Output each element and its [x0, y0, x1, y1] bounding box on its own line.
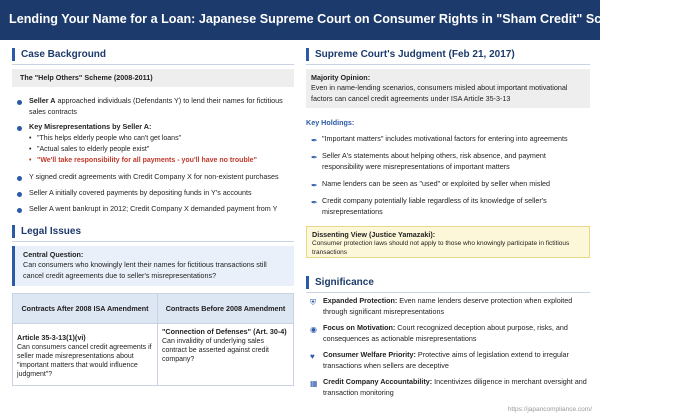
- gavel-icon: ✒: [311, 153, 318, 162]
- misrepresentation-3: • "We'll take responsibility for all payments - you'll have no trouble": [37, 156, 292, 165]
- bullet-icon: [17, 192, 22, 197]
- table-header-after: Contracts After 2008 ISA Amendment: [13, 294, 158, 324]
- holding-1: "Important matters" includes motivational factors for entering into agreements: [322, 134, 568, 143]
- key-holdings-label: Key Holdings:: [306, 118, 355, 127]
- divider: [12, 241, 294, 242]
- scheme-title-box: [12, 69, 294, 87]
- shield-icon: ⛨: [310, 298, 316, 307]
- table-cell-after: Article 35-3-13(1)(vi) Can consumers cancel credit agreements if seller made misrepresentations about "important matters that would influence judgment"?: [13, 324, 158, 386]
- focus-icon: ◉: [310, 325, 317, 334]
- divider: [306, 292, 590, 293]
- background-item-1: Seller A approached individuals (Defendants Y) to lend their names for fictitious sales contracts: [29, 96, 283, 116]
- central-question-box: [12, 246, 294, 286]
- dissent-text: Consumer protection laws should not apply to those who knowingly participate in fictitious transactions: [312, 240, 570, 256]
- scheme-title: The "Help Others" Scheme (2008-2011): [20, 73, 153, 82]
- holding-3: Name lenders can be seen as "used" or exploited by seller when misled: [322, 179, 551, 188]
- bullet-icon: [17, 126, 22, 131]
- users-icon: ♥: [310, 352, 315, 361]
- central-question-label: Central Question:: [23, 250, 84, 259]
- table-row: [13, 324, 294, 386]
- divider: [12, 64, 294, 65]
- table-cell-before: "Connection of Defenses" (Art. 30-4) Can invalidity of underlying sales contract be asserted against credit company?: [158, 324, 294, 386]
- case-background-title: Case Background: [12, 48, 106, 61]
- holding-4: Credit company potentially liable regardless of its knowledge of seller's misrepresentations: [322, 196, 547, 216]
- gavel-icon: ✒: [311, 136, 318, 145]
- significance-item-3: Consumer Welfare Priority: Protective aims of legislation extend to irregular transactions when sellers are deceptive: [323, 350, 569, 370]
- page-title: Lending Your Name for a Loan: Japanese Supreme Court on Consumer Rights in "Sham Credit" Schemes (2017): [0, 0, 600, 40]
- misrepresentation-1: • "This helps elderly people who can't get loans": [37, 134, 292, 143]
- bullet-icon: [17, 100, 22, 105]
- background-item-4: Seller A initially covered payments by depositing funds in Y's accounts: [29, 188, 252, 197]
- footer-url: https://japancompliance.com/: [507, 406, 592, 413]
- gavel-icon: ✒: [311, 198, 318, 207]
- table-header-before: Contracts Before 2008 Amendment: [158, 294, 294, 324]
- legal-issues-title: Legal Issues: [12, 225, 81, 238]
- dissent-label: Dissenting View (Justice Yamazaki):: [312, 230, 436, 239]
- significance-item-4: Credit Company Accountability: Incentivizes diligence in merchant oversight and transaction monitoring: [323, 377, 587, 397]
- majority-label: Majority Opinion:: [311, 73, 371, 82]
- comparison-table: [12, 293, 294, 386]
- divider: [306, 64, 590, 65]
- background-item-3: Y signed credit agreements with Credit Company X for non-existent purchases: [29, 172, 279, 181]
- gavel-icon: ✒: [311, 181, 318, 190]
- significance-item-1: Expanded Protection: Even name lenders deserve protection when exploited through significant misrepresentations: [323, 296, 573, 316]
- misrepresentation-2: • "Actual sales to elderly people exist": [37, 145, 292, 154]
- table-header-row: [13, 294, 294, 324]
- background-item-2: Key Misrepresentations by Seller A:: [29, 122, 152, 131]
- majority-text: Even in name-lending scenarios, consumers misled about important motivational factors can cancel credit agreements under ISA Article 35-3-13: [311, 83, 568, 103]
- background-item-5: Seller A went bankrupt in 2012; Credit Company X demanded payment from Y: [29, 204, 278, 213]
- bullet-icon: [17, 176, 22, 181]
- majority-opinion-box: [306, 69, 590, 108]
- dissent-box: [306, 226, 590, 258]
- building-icon: ▦: [310, 379, 318, 388]
- judgment-title: Supreme Court's Judgment (Feb 21, 2017): [306, 48, 515, 61]
- significance-item-2: Focus on Motivation: Court recognized deception about purpose, risks, and consequences as actionable misrepresentations: [323, 323, 568, 343]
- central-question-text: Can consumers who knowingly lent their names for fictitious transactions still cancel credit agreements due to seller's misrepresentations?: [23, 260, 267, 280]
- significance-title: Significance: [306, 276, 374, 289]
- holding-2: Seller A's statements about helping others, risk absence, and payment responsibility were misrepresentations of important matters: [322, 151, 546, 171]
- bullet-icon: [17, 208, 22, 213]
